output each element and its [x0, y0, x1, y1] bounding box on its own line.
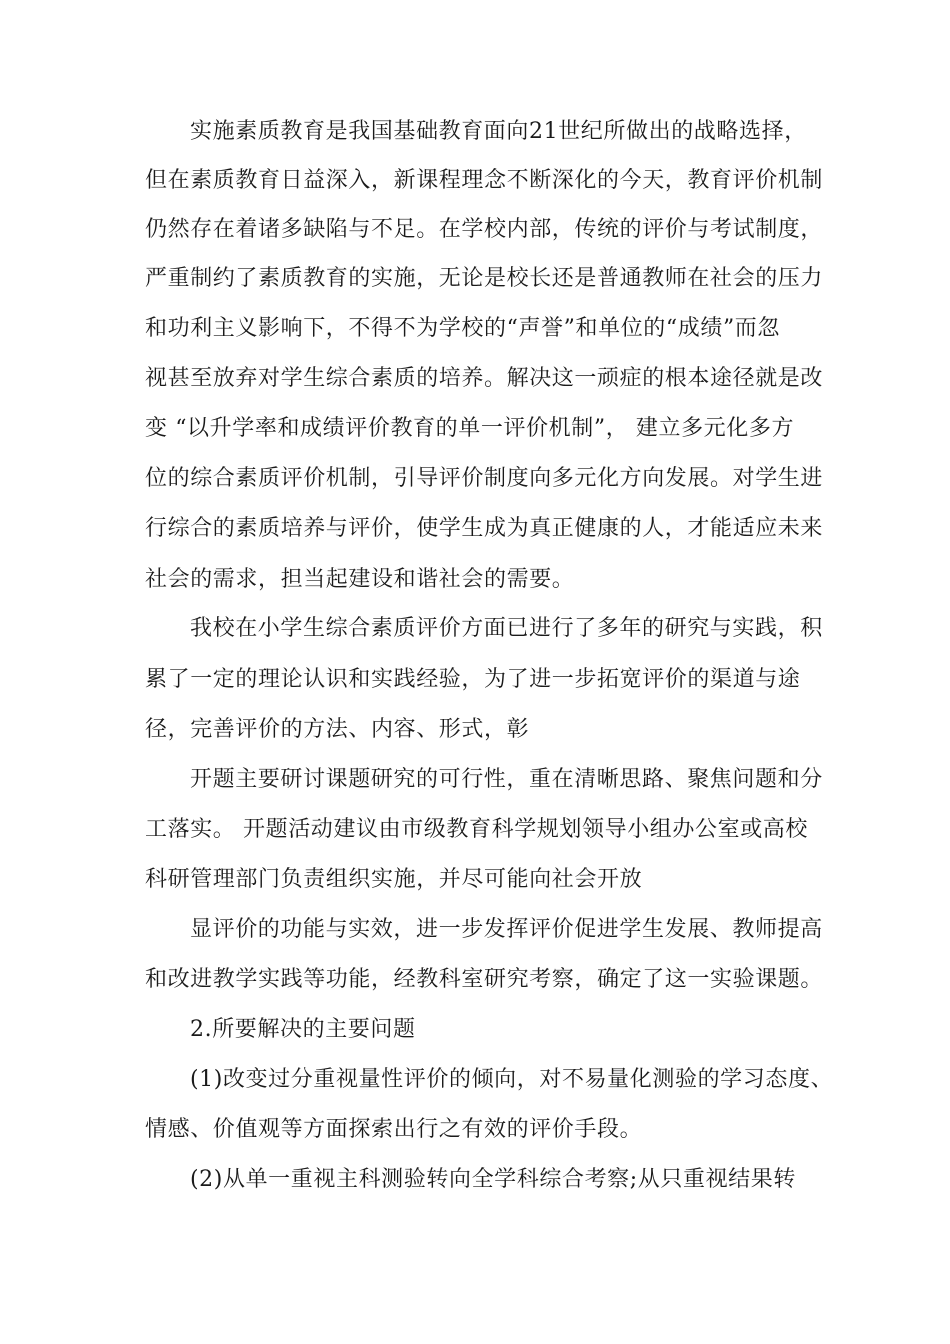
text-line: (2)从单一重视主科测验转向全学科综合考察;从只重视结果转	[190, 1167, 796, 1192]
text-line: 显评价的功能与实效，进一步发挥评价促进学生发展、教师提高	[190, 917, 823, 942]
text-line: 行综合的素质培养与评价，使学生成为真正健康的人，才能适应未来	[145, 516, 824, 541]
text-line: 视甚至放弃对学生综合素质的培养。解决这一顽症的根本途径就是改	[145, 366, 824, 391]
text-line: 和功利主义影响下，不得不为学校的“声誉”和单位的“成绩”而忽	[145, 316, 780, 341]
text-line: 社会的需求，担当起建设和谐社会的需要。	[145, 567, 575, 592]
text-line: (1)改变过分重视量性评价的倾向，对不易量化测验的学习态度、	[190, 1067, 834, 1092]
text-line: 位的综合素质评价机制，引导评价制度向多元化方向发展。对学生进	[145, 466, 824, 491]
text-line: 严重制约了素质教育的实施，无论是校长还是普通教师在社会的压力	[145, 266, 824, 291]
text-line: 科研管理部门负责组织实施，并尽可能向社会开放	[145, 867, 643, 892]
text-line: 和改进教学实践等功能，经教科室研究考察，确定了这一实验课题。	[145, 967, 824, 992]
text-line: 实施素质教育是我国基础教育面向21世纪所做出的战略选择，	[190, 119, 807, 144]
text-line: 开题主要研讨课题研究的可行性，重在清晰思路、聚焦问题和分	[190, 767, 823, 792]
text-line: 2.所要解决的主要问题	[190, 1017, 416, 1042]
text-line: 仍然存在着诸多缺陷与不足。在学校内部，传统的评价与考试制度，	[145, 217, 824, 242]
text-line: 但在素质教育日益深入，新课程理念不断深化的今天，教育评价机制	[145, 168, 824, 193]
text-line: 径，完善评价的方法、内容、形式，彰	[145, 717, 530, 742]
text-line: 情感、价值观等方面探索出行之有效的评价手段。	[145, 1117, 643, 1142]
text-line: 我校在小学生综合素质评价方面已进行了多年的研究与实践，积	[190, 616, 823, 641]
text-line: 变 “以升学率和成绩评价教育的单一评价机制”， 建立多元化多方	[145, 416, 795, 441]
text-line: 累了一定的理论认识和实践经验，为了进一步拓宽评价的渠道与途	[145, 667, 801, 692]
text-line: 工落实。 开题活动建议由市级教育科学规划领导小组办公室或高校	[145, 817, 808, 842]
